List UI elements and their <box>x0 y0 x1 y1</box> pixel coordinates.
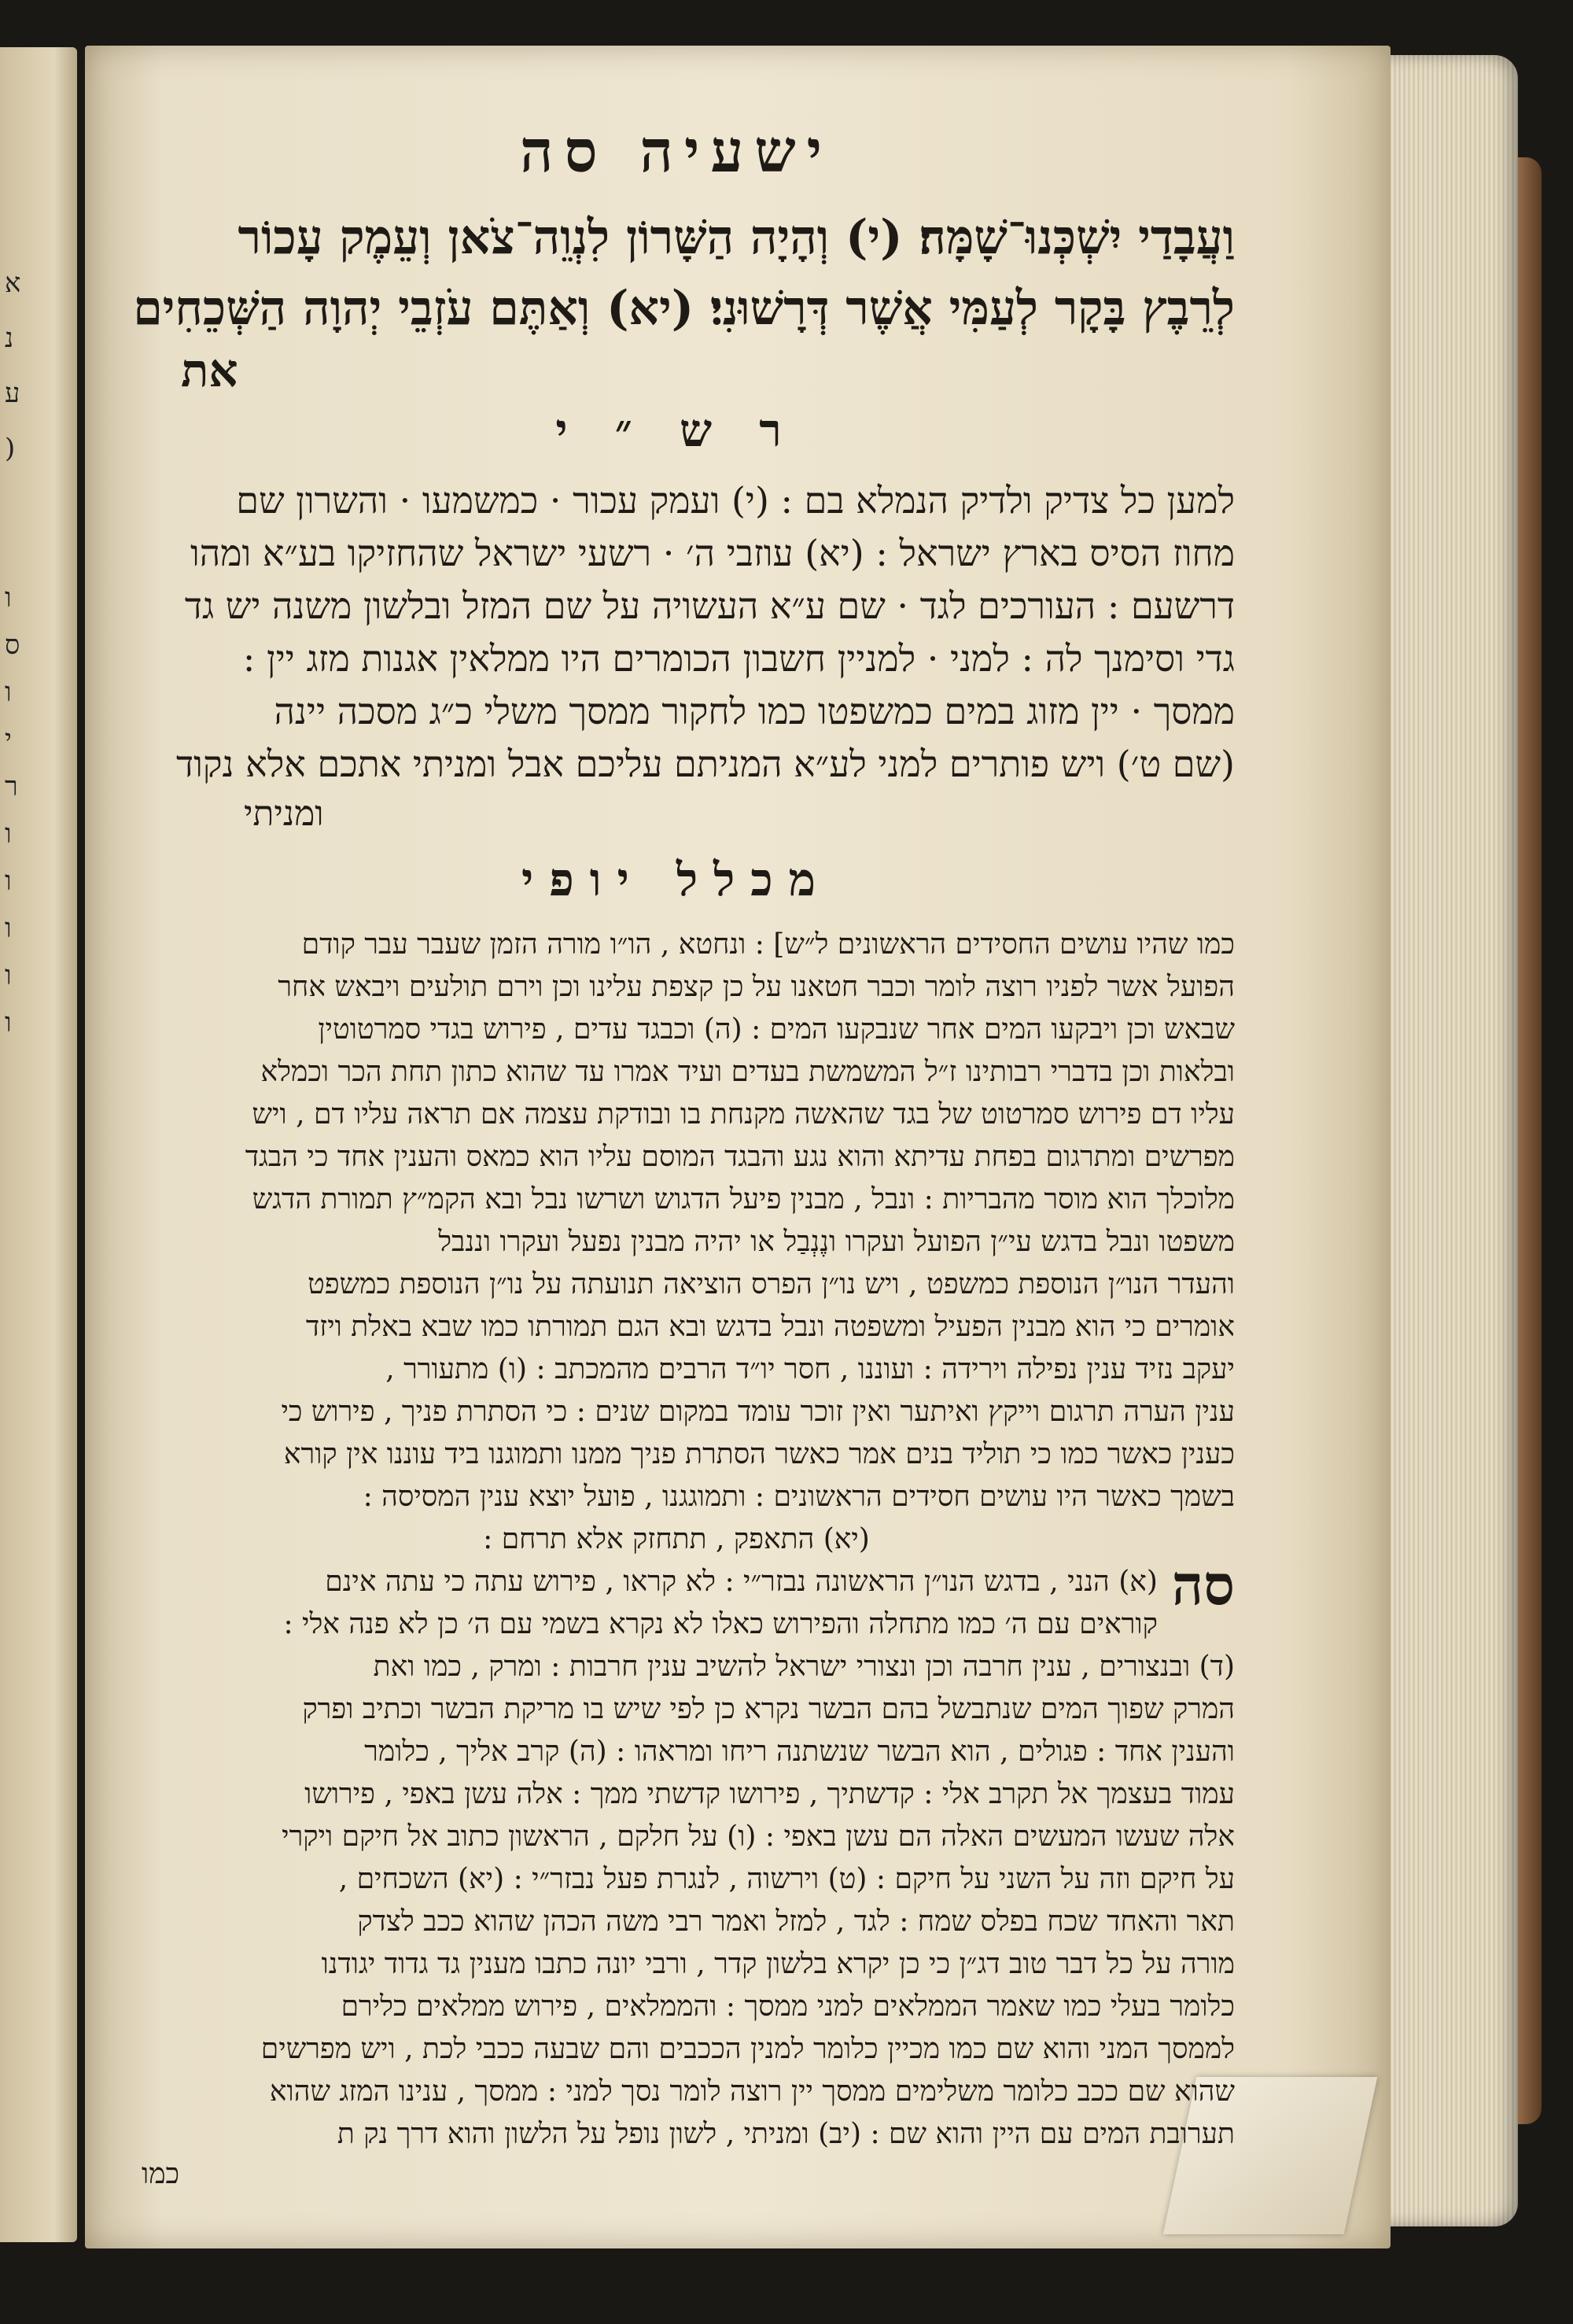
michlol-line: מפרשים ומתרגום בפחת עדיתא והוא נגע והבגד המוסם עליו הוא כמאס והענין אחד כי הבגד <box>245 1141 1235 1173</box>
michlol-line: תערובת המים עם היין והוא שם : (יב) ומניתי , לשון נופל על הלשון והוא דרך נק ת <box>337 2118 1235 2150</box>
prev-page-fragment: ו <box>5 865 12 897</box>
prev-page-fragment: ע <box>5 378 20 409</box>
prev-page-fragment: ר <box>5 771 18 802</box>
michlol-line: כלומר בעלי כמו שאמר הממלאים למני ממסך : והממלאים , פירוש ממלאים כלירם <box>341 1990 1235 2023</box>
rashi-line: ממסך · יין מזוג במים כמשפטו כמו לחקור ממסך משלי כ״ג מסכה יינה <box>274 690 1235 732</box>
prev-page-fragment: נ <box>5 323 14 354</box>
michlol-line: המרק שפוך המים שנתבשל בהם הבשר נקרא כן לפי שיש בו מריקת הבשר וכתיב ופרק <box>302 1693 1235 1725</box>
michlol-line: והעדר הנו״ן הנוספת כמשפט , ויש נו״ן הפרס הוציאה תנועתה על נו״ן הנוספת כמשפט <box>308 1268 1235 1300</box>
michlol-line: שהוא שם ככב כלומר משלימים ממסך יין רוצה לומר נסך למני : ממסך , ענינו המזג שהוא <box>269 2075 1235 2108</box>
prev-page-fragment: ו <box>5 960 12 991</box>
michlol-line: בשמך כאשר היו עושים חסידים הראשונים : ותמוגגנו , פועל יוצא ענין המסיסה : <box>363 1481 1235 1513</box>
michlol-line: קוראים עם ה׳ כמו מתחלה והפירוש כאלו לא נקרא בשמי עם ה׳ כן לא פנה אלי : <box>283 1608 1158 1640</box>
prev-page-fragment: ( <box>5 433 16 464</box>
chapter-mark: סה <box>1171 1552 1235 1618</box>
rashi-commentary <box>118 474 1235 834</box>
michlol-line: והענין אחד : פגולים , הוא הבשר שנשתנה ריחו ומראהו : (ה) קרב אליך , כלומר <box>364 1736 1235 1768</box>
michlol-line: כמו שהיו עושים החסידים הראשונים ל״ש] : ונחטא , הו״ו מורה הזמן שעבר עבר קודם <box>301 928 1235 961</box>
prev-page-fragment: ו <box>5 913 12 944</box>
michlol-line: הפועל אשר לפניו רוצה לומר וכבר חטאנו על כן קצפת עלינו וכן וירם תולעים ויבאש אחר <box>278 971 1235 1003</box>
michlol-line: מורה על כל דבר טוב דג״ן כי כן יקרא בלשון קדר , ורבי יונה כתבו מענין גד גדוד יגודנו <box>321 1948 1235 1980</box>
chapter-65-block <box>118 1552 1235 2190</box>
michlol-line: (ד) ובנצורים , ענין חרבה וכן ונצורי ישראל להשיב ענין חרבות : ומרק , כמו ואת <box>373 1651 1235 1683</box>
prev-page-fragment: ו <box>5 818 12 850</box>
rashi-line: (שם ט׳) ויש פותרים למני לע״א המניתם עליכם אבל ומניתי אתכם אלא נקוד <box>176 743 1235 785</box>
rashi-heading: ר ש ״ י <box>555 404 798 457</box>
prev-page-fragment: א <box>5 267 21 299</box>
michlol-line: לממסך המני והוא שם כמו מכיין כלומר למנין הככבים והם שבעה ככבי לכת , ויש מפרשים <box>260 2033 1235 2065</box>
rashi-line: למען כל צדיק ולדיק הנמלא בם : (י) ועמק עכור · כמשמעו · והשרון שם <box>236 479 1235 522</box>
michlol-commentary <box>118 924 1235 2190</box>
michlol-line: ענין הערה תרגום וייקץ ואיתער ואין זוכר עומד במקום שנים : כי הסתרת פניך , פירוש כי <box>281 1396 1235 1428</box>
michlol-catchword: כמו <box>142 2158 180 2190</box>
prev-page-fragment: ו <box>5 1007 12 1038</box>
michlol-heading: מכלל יופי <box>521 853 831 906</box>
verse-line: וַעֲבָדַי יִשְׁכְּנוּ־שָׁמָּה׃ (י) וְהָיָה הַשָּׁרוֹן לִנְוֵה־צֹאן וְעֵמֶק עָכוֹר <box>238 210 1235 265</box>
michlol-line: מלוכלך הוא מוסר מהבריות : ונבל , מבנין פיעל הדגוש ושרשו נבל ובא הקמ״ץ תמורת הדגש <box>252 1183 1235 1215</box>
michlol-line: אומרים כי הוא מבנין הפעיל ומשפטה ונבל בדגש ובא הגם תמורתו כמו שבא באלת ויזד <box>305 1311 1235 1343</box>
verse-text <box>118 202 1235 397</box>
michlol-line: אלה שעשו המעשים האלה הם עשן באפי : (ו) על חלקם , הראשון כתוב אל חיקם ויקרי <box>282 1820 1235 1853</box>
michlol-line: עמוד בעצמך אל תקרב אלי : קדשתיך , פירושו קדשתי ממך : אלה עשן באפי , פירושו <box>304 1778 1235 1810</box>
rashi-line: דרשעם : העורכים לגד · שם ע״א העשויה על שם המזל ובלשון משנה יש גד <box>184 585 1235 627</box>
michlol-line: יעקב נזיד ענין נפילה וירידה : ועוננו , חסר יו״ד הרבים מהמכתב : (ו) מתעורר , <box>385 1353 1235 1385</box>
prev-page-fragment: י <box>5 724 12 755</box>
michlol-line: משפטו ונבל בדגש עי״ן הפועל ועקרו ונֶנְבַל או יהיה מבנין נפעל ועקרו וננבל <box>438 1226 1235 1258</box>
michlol-line: (א) הנני , בדגש הנו״ן הראשונה נבזר״י : לא קראו , פירוש עתה כי עתה אינם <box>325 1566 1158 1598</box>
michlol-line: ובלאות וכן בדברי רבותינו ז״ל המשמשת בעדים ועיד אמרו עד שהוא כתון תחת הכר וכמלא <box>260 1056 1235 1088</box>
michlol-line: על חיקם וזה על השני על חיקם : (ט) וירשוה , לנגרת פעל נבזר״י : (יא) השכחים , <box>338 1863 1235 1895</box>
rashi-line: מחוז הסיס בארץ ישראל : (יא) עוזבי ה׳ · רשעי ישראל שהחזיקו בע״א ומהו <box>190 532 1235 574</box>
michlol-line: שבאש וכן ויבקעו המים אחר שנבקעו המים : (ה) וכבגד עדים , פירוש בגדי סמרטוטין <box>318 1013 1235 1046</box>
prev-page-fragment: ס <box>5 629 20 661</box>
prev-page-fragment: ו <box>5 582 12 614</box>
previous-page-edge <box>0 47 77 2242</box>
michlol-line: (יא) התאפק , תתחזק אלא תרחם : <box>483 1523 870 1555</box>
rashi-catchword: ומניתי <box>244 794 324 834</box>
page-content <box>118 118 1235 2190</box>
michlol-line: עליו דם פירוש סמרטוט של בגד שהאשה מקנחת בו ובודקת עצמה אם תראה עליו דם , ויש <box>252 1098 1235 1131</box>
michlol-line: תאר והאחד שכח בפלס שמח : לגד , למזל ואמר רבי משה הכהן שהוא ככב לצדק <box>357 1905 1235 1938</box>
verse-catchword: את <box>181 344 238 397</box>
verse-line: לְרֵבֶץ בָּקָר לְעַמִּי אֲשֶׁר דְּרָשׁוּנִי׃ (יא) וְאַתֶּם עֹזְבֵי יְהוָה הַשְּׁכֵחִים <box>133 281 1235 336</box>
prev-page-fragment: ו <box>5 677 12 708</box>
rashi-line: גדי וסימנך לה : למני · למניין חשבון הכומרים היו ממלאין אגנות מזג יין : <box>242 637 1235 680</box>
michlol-line: כענין כאשר כמו כי תוליד בנים אמר כאשר הסתרת פניך ממנו ותמוגנו ביד עוננו אין קורא <box>283 1438 1235 1470</box>
running-head: ישעיה סה <box>519 118 834 186</box>
